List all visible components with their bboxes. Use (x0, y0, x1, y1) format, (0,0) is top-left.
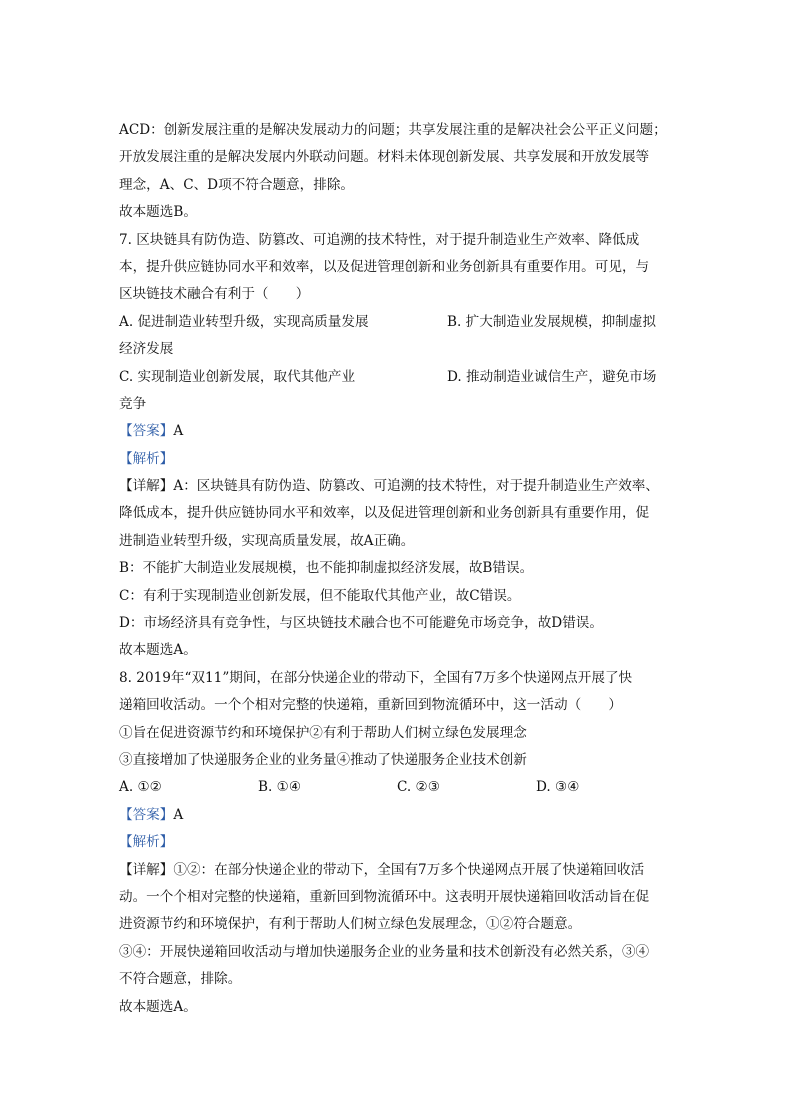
q8-detail-line-5: 不符合题意，排除。 (119, 971, 242, 988)
q8-analysis (119, 829, 675, 856)
q8-detail-line-2: 动。一个个相对完整的快递箱，重新回到物流循环中。这表明开展快递箱回收活动旨在促 (119, 888, 650, 905)
q7-detail-d: D：市场经济具有竞争性，与区块链技术融合也不可能避免市场竞争，故D错误。 (119, 615, 603, 632)
q7-options-row-1 (119, 309, 675, 336)
q7-option-d-continued: 竞争 (119, 395, 147, 412)
prev-analysis-line-3: 理念，A、C、D项不符合题意，排除。 (119, 176, 355, 193)
answer-value: A (173, 423, 184, 440)
detail-tag: 【详解】 (119, 861, 174, 878)
q7-analysis (119, 446, 675, 473)
q8-detail-line-1 (119, 857, 675, 884)
analysis-tag: 【解析】 (119, 450, 174, 467)
q8-option-d: D. ③④ (536, 779, 580, 796)
answer-value: A (173, 806, 184, 823)
document-page (119, 117, 675, 1021)
q8-stem-line-2: 递箱回收活动。一个个相对完整的快递箱，重新回到物流循环中，这一活动（ ） (119, 697, 622, 714)
q7-option-a: A. 促进制造业转型升级，实现高质量发展 (119, 313, 369, 330)
prev-analysis-line-1: ACD：创新发展注重的是解决发展动力的问题；共享发展注重的是解决社会公平正义问题； (119, 122, 667, 138)
answer-tag: 【答案】 (119, 423, 174, 440)
detail-text: ①②：在部分快递企业的带动下，全国有7万多个快递网点开展了快递箱回收活 (173, 861, 645, 878)
q7-detail-c: C：有利于实现制造业创新发展，但不能取代其他产业，故C错误。 (119, 587, 521, 604)
q7-option-d: D. 推动制造业诚信生产，避免市场 (447, 368, 657, 385)
q7-answer (119, 418, 675, 445)
q7-option-b-continued: 经济发展 (119, 341, 174, 358)
q7-conclusion: 故本题选A。 (119, 642, 197, 659)
q8-statements-line-2: ③直接增加了快递服务企业的业务量④推动了快递服务企业技术创新 (119, 751, 527, 768)
prev-analysis-line-2: 开放发展注重的是解决发展内外联动问题。材料未体现创新发展、共享发展和开放发展等 (119, 149, 650, 166)
q8-option-b: B. ①④ (258, 779, 302, 796)
q7-detail-line-3: 进制造业转型升级，实现高质量发展，故A正确。 (119, 532, 415, 549)
q7-detail-line-1 (119, 473, 675, 500)
q8-option-a: A. ①② (119, 779, 162, 796)
q7-stem-line-3: 区块链技术融合有利于（ ） (119, 286, 310, 303)
q7-option-c: C. 实现制造业创新发展，取代其他产业 (119, 368, 356, 385)
prev-conclusion: 故本题选B。 (119, 204, 197, 221)
q7-detail-line-2: 降低成本，提升供应链协同水平和效率，以及促进管理创新和业务创新具有重要作用，促 (119, 505, 650, 522)
q7-detail-b: B：不能扩大制造业发展规模，也不能抑制虚拟经济发展，故B错误。 (119, 560, 534, 577)
analysis-tag: 【解析】 (119, 834, 174, 851)
q7-option-b: B. 扩大制造业发展规模，抑制虚拟 (447, 313, 656, 330)
q8-answer (119, 802, 675, 829)
q7-stem-line-2: 本，提升供应链协同水平和效率，以及促进管理创新和业务创新具有重要作用。可见，与 (119, 258, 650, 275)
q8-detail-line-3: 进资源节约和环境保护，有利于帮助人们树立绿色发展理念，①②符合题意。 (119, 916, 582, 933)
q8-statements-line-1: ①旨在促进资源节约和环境保护②有利于帮助人们树立绿色发展理念 (119, 724, 527, 741)
q8-conclusion: 故本题选A。 (119, 998, 197, 1015)
q7-options-row-2 (119, 364, 675, 391)
q8-options-row (119, 774, 675, 801)
detail-tag: 【详解】 (119, 478, 174, 495)
q8-option-c: C. ②③ (397, 779, 440, 796)
detail-text: A：区块链具有防伪造、防篡改、可追溯的技术特性，对于提升制造业生产效率、 (173, 478, 659, 495)
q8-stem-line-1: 8. 2019年“双11”期间，在部分快递企业的带动下，全国有7万多个快递网点开展了快 (119, 669, 633, 686)
answer-tag: 【答案】 (119, 806, 174, 823)
q8-detail-line-4: ③④：开展快递箱回收活动与增加快递服务企业的业务量和技术创新没有必然关系，③④ (119, 943, 650, 960)
q7-stem-line-1: 7. 区块链具有防伪造、防篡改、可追溯的技术特性，对于提升制造业生产效率、降低成 (119, 231, 640, 248)
